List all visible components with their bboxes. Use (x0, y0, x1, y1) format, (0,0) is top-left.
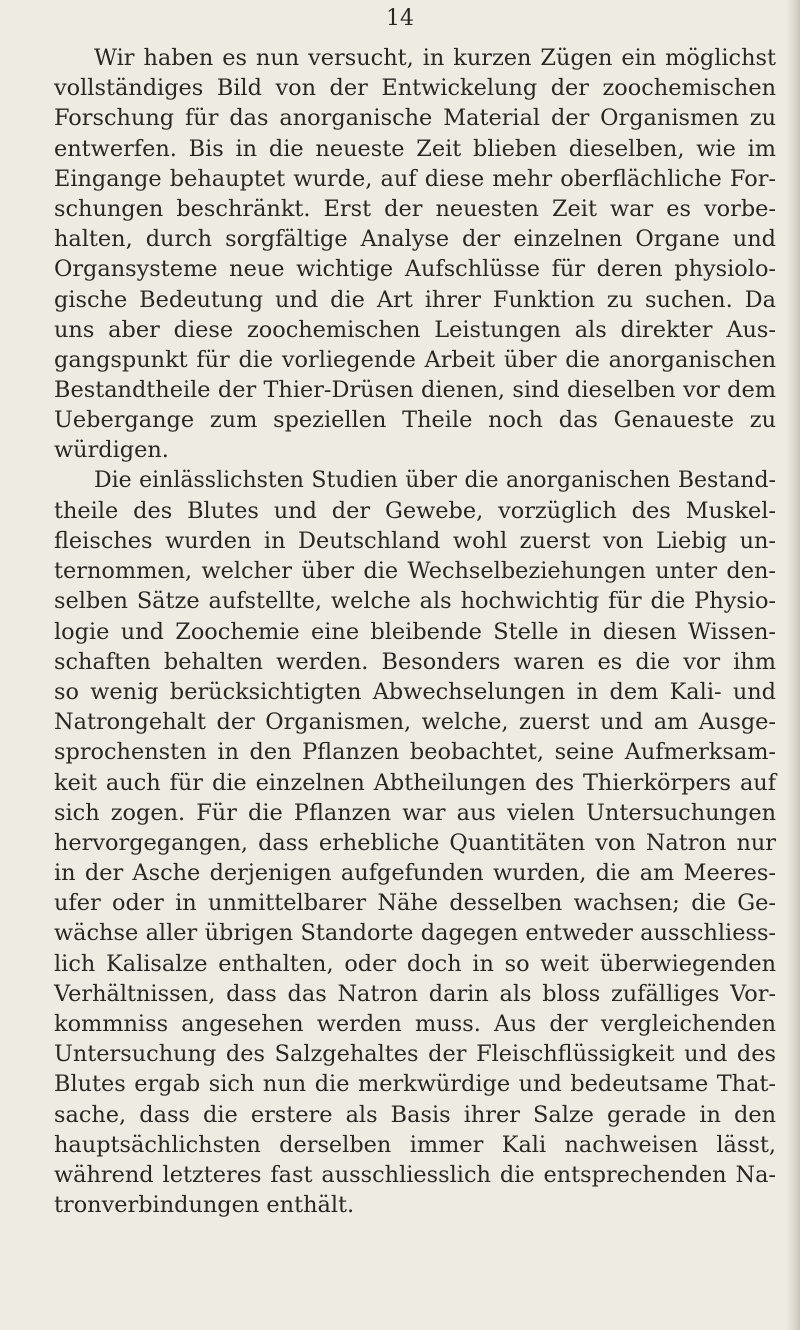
text-line: sprochensten in den Pflanzen beobachtet, seine Aufmerksam- (54, 739, 776, 766)
text-line: uns aber diese zoochemischen Leistungen als direkter Aus- (54, 316, 776, 343)
text-line: während letzteres fast ausschliesslich die entsprechenden Na- (54, 1161, 776, 1188)
text-line: sache, dass die erstere als Basis ihrer Salze gerade in den (54, 1101, 776, 1128)
text-line: Eingange behauptet wurde, auf diese mehr oberflächliche For- (54, 165, 776, 192)
text-line: lich Kalisalze enthalten, oder doch in so weit überwiegenden (54, 950, 776, 977)
text-line: ternommen, welcher über die Wechselbeziehungen unter den- (54, 558, 776, 585)
text-line: vollständiges Bild von der Entwickelung der zoochemischen (54, 75, 776, 102)
text-line: Wir haben es nun versucht, in kurzen Zügen ein möglichst (94, 45, 776, 71)
text-line: gangspunkt für die vorliegende Arbeit über die anorganischen (54, 346, 776, 373)
text-line: gische Bedeutung und die Art ihrer Funktion zu suchen. Da (54, 286, 776, 313)
text-line: selben Sätze aufstellte, welche als hochwichtig für die Physio- (54, 588, 776, 615)
page-number: 14 (386, 6, 414, 31)
text-line: theile des Blutes und der Gewebe, vorzüglich des Muskel- (54, 497, 776, 524)
text-line: hervorgegangen, dass erhebliche Quantitäten von Natron nur (54, 829, 776, 856)
text-line: halten, durch sorgfältige Analyse der einzelnen Organe und (54, 226, 776, 253)
text-line: schungen beschränkt. Erst der neuesten Zeit war es vorbe- (54, 195, 776, 222)
text-line: wächse aller übrigen Standorte dagegen entweder ausschliess- (54, 920, 776, 947)
text-line: sich zogen. Für die Pflanzen war aus vielen Untersuchungen (54, 799, 776, 826)
text-line: entwerfen. Bis in die neueste Zeit blieben dieselben, wie im (54, 135, 776, 162)
text-line: ufer oder in unmittelbarer Nähe desselben wachsen; die Ge- (54, 890, 776, 917)
text-line: keit auch für die einzelnen Abtheilungen des Thierkörpers auf (54, 769, 776, 796)
text-line: hauptsächlichsten derselben immer Kali nachweisen lässt, (54, 1131, 776, 1158)
text-line: Die einlässlichsten Studien über die anorganischen Bestand- (94, 467, 776, 493)
text-line: kommniss angesehen werden muss. Aus der vergleichenden (54, 1011, 776, 1037)
paragraph (54, 43, 776, 466)
text-line: schaften behalten werden. Besonders waren es die vor ihm (54, 648, 776, 675)
text-line: in der Asche derjenigen aufgefunden wurden, die am Meeres- (54, 860, 776, 887)
text-line: fleisches wurden in Deutschland wohl zuerst von Liebig un- (54, 528, 776, 554)
text-line: Organsysteme neue wichtige Aufschlüsse für deren physiolo- (54, 256, 776, 283)
text-line: Blutes ergab sich nun die merkwürdige und bedeutsame That- (54, 1071, 776, 1098)
text-line: so wenig berücksichtigten Abwechselungen in dem Kali- und (54, 678, 776, 705)
body-text (54, 43, 776, 1220)
text-line: logie und Zoochemie eine bleibende Stelle in diesen Wissen- (54, 618, 776, 645)
text-line: würdigen. (54, 437, 169, 464)
text-line: Forschung für das anorganische Material der Organismen zu (54, 105, 776, 132)
text-line: Untersuchung des Salzgehaltes der Fleischflüssigkeit und des (54, 1041, 776, 1068)
text-line: Uebergange zum speziellen Theile noch das Genaueste zu (54, 407, 776, 434)
text-line: Verhältnissen, dass das Natron darin als bloss zufälliges Vor- (54, 980, 776, 1007)
text-line: Bestandtheile der Thier-Drüsen dienen, sind dieselben vor dem (54, 377, 776, 404)
page-edge-shadow (786, 0, 800, 1330)
text-line: tronverbindungen enthält. (54, 1192, 355, 1219)
text-line: Natrongehalt der Organismen, welche, zuerst und am Ausge- (54, 709, 776, 736)
paragraph (54, 466, 776, 1221)
